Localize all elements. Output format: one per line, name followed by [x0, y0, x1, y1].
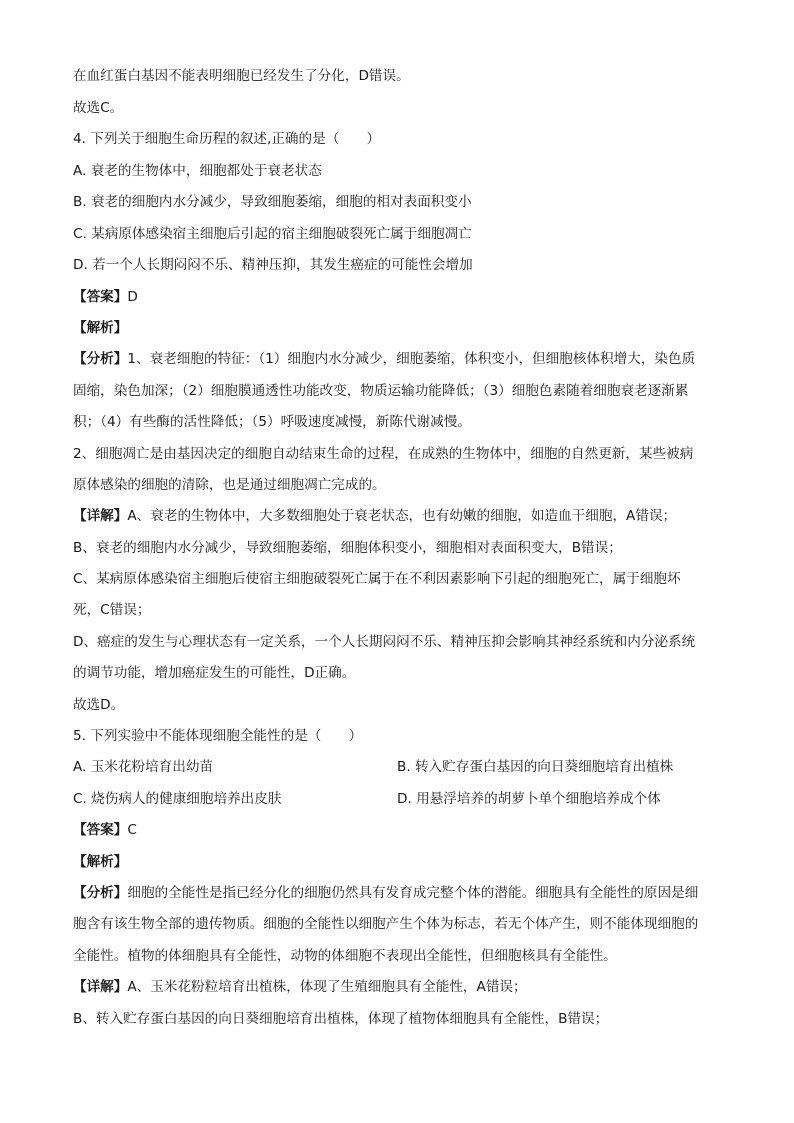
xiangjie-tag: 【详解】 [73, 508, 128, 524]
question-5-option-b: B. 转入贮存蛋白基因的向日葵细胞培育出植株 [397, 759, 674, 775]
question-5-fenxi-line: 全能性。植物的体细胞具有全能性，动物的体细胞不表现出全能性，但细胞核具有全能性。 [73, 948, 617, 964]
question-4-option-c: C. 某病原体感染宿主细胞后引起的宿主细胞破裂死亡属于细胞凋亡 [73, 226, 472, 242]
question-4-xiangjie-line: 故选D。 [73, 697, 125, 713]
question-5-fenxi-line [73, 884, 723, 902]
answer-value: D [127, 289, 138, 305]
question-5-options-row [73, 758, 723, 776]
question-5-options-row [73, 790, 723, 808]
question-5-xiangjie-line: B、转入贮存蛋白基因的向日葵细胞培育出植株，体现了植物体细胞具有全能性，B错误； [73, 1011, 609, 1027]
answer-tag: 【答案】 [73, 822, 128, 838]
answer-tag: 【答案】 [73, 289, 128, 305]
analysis-tag: 【解析】 [73, 320, 128, 336]
question-5-option-c: C. 烧伤病人的健康细胞培养出皮肤 [73, 791, 282, 807]
question-4-fenxi-line: 2、细胞凋亡是由基因决定的细胞自动结束生命的过程，在成熟的生物体中，细胞的自然更新，某些被病 [73, 446, 694, 462]
question-5-fenxi-line: 胞含有该生物全部的遗传物质。细胞的全能性以细胞产生个体为标志，若无个体产生，则不能体现细胞的 [73, 916, 699, 932]
question-4-option-d: D. 若一个人长期闷闷不乐、精神压抑，其发生癌症的可能性会增加 [73, 257, 473, 273]
text-line: 故选C。 [73, 100, 124, 116]
fenxi-text: 1、衰老细胞的特征：（1）细胞内水分减少，细胞萎缩，体积变小，但细胞核体积增大，染色质 [127, 351, 696, 367]
fenxi-text: 细胞的全能性是指已经分化的细胞仍然具有发育成完整个体的潜能。细胞具有全能性的原因是细 [127, 885, 699, 901]
question-5-option-a: A. 玉米花粉培育出幼苗 [73, 759, 214, 775]
question-5-analysis-title [73, 853, 723, 871]
question-4-fenxi-line: 固缩，染色加深；（2）细胞膜通透性功能改变，物质运输功能降低；（3）细胞色素随着细胞衰老逐渐累 [73, 383, 689, 399]
xiangjie-text: A、玉米花粉粒培育出植株，体现了生殖细胞具有全能性，A错误； [127, 979, 527, 995]
question-5-answer [73, 821, 723, 839]
question-4-xiangjie-line: B、衰老的细胞内水分减少，导致细胞萎缩，细胞体积变小，细胞相对表面积变大，B错误； [73, 540, 622, 556]
question-4-analysis-title [73, 319, 723, 337]
question-4-xiangjie-line: D、癌症的发生与心理状态有一定关系，一个人长期闷闷不乐、精神压抑会影响其神经系统和内分泌系统 [73, 634, 696, 650]
question-4-fenxi-line: 积；（4）有些酶的活性降低；（5）呼吸速度减慢，新陈代谢减慢。 [73, 414, 471, 430]
question-4-stem: 4. 下列关于细胞生命历程的叙述,正确的是（ ） [73, 131, 381, 147]
question-4-xiangjie-line: 的调节功能，增加癌症发生的可能性，D正确。 [73, 665, 356, 681]
question-4-option-a: A. 衰老的生物体中，细胞都处于衰老状态 [73, 163, 322, 179]
question-4-answer [73, 288, 723, 306]
question-4-xiangjie-line: C、某病原体感染宿主细胞后使宿主细胞破裂死亡属于在不利因素影响下引起的细胞死亡，属于细胞坏 [73, 571, 681, 587]
question-4-fenxi-line [73, 350, 723, 368]
text-line: 在血红蛋白基因不能表明细胞已经发生了分化，D错误。 [73, 68, 410, 84]
question-5-stem: 5. 下列实验中不能体现细胞全能性的是（ ） [73, 728, 363, 744]
question-4-option-b: B. 衰老的细胞内水分减少，导致细胞萎缩，细胞的相对表面积变小 [73, 194, 472, 210]
question-5-option-d: D. 用悬浮培养的胡萝卜单个细胞培养成个体 [397, 791, 661, 807]
question-5-xiangjie-line [73, 978, 723, 996]
fenxi-tag: 【分析】 [73, 351, 128, 367]
question-4-xiangjie-line: 死，C错误； [73, 602, 151, 618]
answer-value: C [127, 822, 137, 838]
analysis-tag: 【解析】 [73, 854, 128, 870]
fenxi-tag: 【分析】 [73, 885, 128, 901]
xiangjie-text: A、衰老的生物体中，大多数细胞处于衰老状态，也有幼嫩的细胞，如造血干细胞，A错误； [127, 508, 677, 524]
xiangjie-tag: 【详解】 [73, 979, 128, 995]
question-4-fenxi-line: 原体感染的细胞的清除，也是通过细胞凋亡完成的。 [73, 477, 386, 493]
question-4-xiangjie-line [73, 507, 723, 525]
